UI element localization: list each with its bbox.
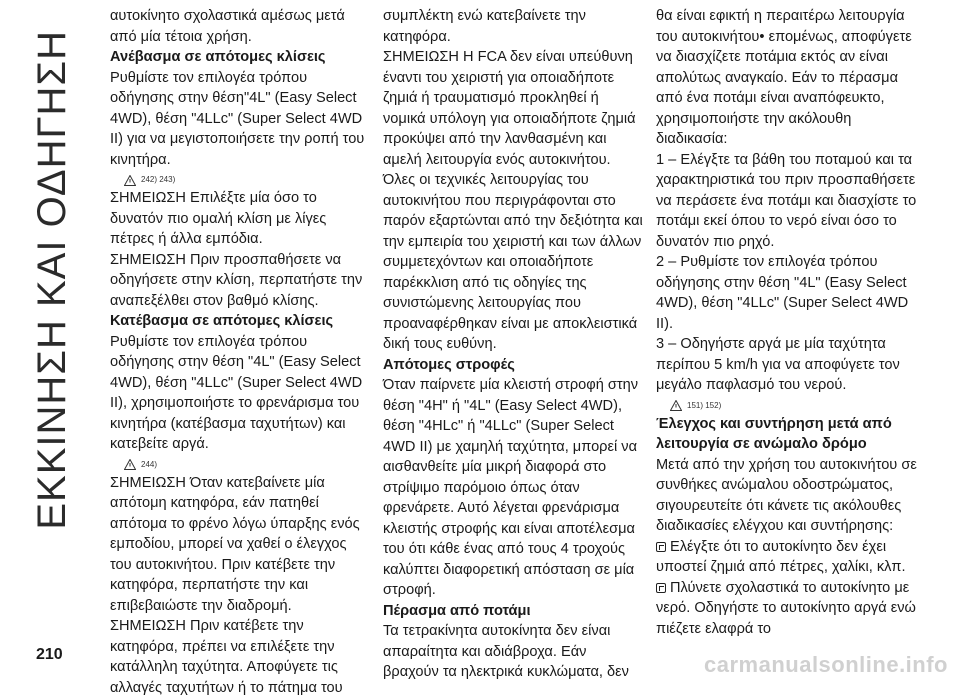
step-paragraph: 1 – Ελέγξτε τα βάθη του ποταμού και τα χαρακτηριστικά του πριν προσπαθήσετε να περάσετε ένα ποτάμι και διασχίστε το ποτάμι εκεί όπου το νερό είναι όσο το δυνατόν πιο ρηχό.: [656, 151, 917, 250]
section-heading: Ανέβασμα σε απότομες κλίσεις: [110, 49, 326, 65]
chapter-title-text: ΕΚΚΙΝΗΣΗ ΚΑΙ ΟΔΗΓΗΣΗ: [30, 30, 74, 530]
column-3: [656, 6, 918, 639]
page-number: 210: [36, 646, 63, 663]
list-item-text: Πλύνετε σχολαστικά το αυτοκίνητο με νερό. Οδηγήστε το αυτοκίνητο αργά ενώ πιέζετε ελαφρά το: [656, 579, 916, 637]
check-bullet-icon: [656, 542, 666, 552]
paragraph: αυτοκίνητο σχολαστικά αμέσως μετά από μία τέτοια χρήση.: [110, 8, 345, 45]
warning-references: [124, 459, 372, 471]
note-paragraph: ΣΗΜΕΙΩΣΗ Η FCA δεν είναι υπεύθυνη έναντι του χειριστή για οποιαδήποτε ζημιά ή τραυματισμό προκληθεί ή νομικά υπόλογη για οποιαδήποτε ζημιά προκύψει από την λανθασμένη και αμελή λειτουργία ενός αυτοκινήτου. Όλες οι τεχνικές λειτουργίας του αυτοκινήτου που περιγράφονται στο παρόν εξαρτώνται από την δεξιότητα και την εμπειρία του χειριστή και των άλλων συμμετεχόντων και οποιαδήποτε παρέκκλιση από τις οδηγίες της συνιστώμενης λειτουργίας που προαναφέρθηκαν είναι με αποκλειστικά δική τους ευθύνη.: [383, 49, 643, 352]
paragraph: συμπλέκτη ενώ κατεβαίνετε την κατηφόρα.: [383, 8, 586, 45]
reference-numbers: 151) 152): [687, 400, 722, 410]
note-paragraph: ΣΗΜΕΙΩΣΗ Πριν προσπαθήσετε να οδηγήσετε στην κλίση, περπατήστε την αναπεξέλθει στον βαθμό κλίσης.: [110, 251, 363, 309]
warning-triangle-icon: [670, 400, 682, 411]
reference-numbers: 244): [141, 459, 158, 469]
list-item: [656, 537, 918, 578]
note-paragraph: ΣΗΜΕΙΩΣΗ Πριν κατέβετε την κατηφόρα, πρέπει να επιλέξετε την κατάλληλη ταχύτητα. Αποφύγετε τις αλλαγές ταχυτήτων ή το πάτημα του: [110, 618, 343, 696]
reference-numbers: 242) 243): [141, 175, 176, 184]
paragraph: Ρυθμίστε τον επιλογέα τρόπου οδήγησης στην θέση "4L" (Easy Select 4WD), θέση "4LLc" (Super Select 4WD II), χρησιμοποιήστε το φρενάρισμα του κινητήρα (κατέβασμα ταχυτήτων) και κατεβείτε αργά.: [110, 333, 363, 452]
warning-triangle-icon: [124, 459, 136, 470]
section-heading: Απότομες στροφές: [383, 356, 515, 373]
column-1: [110, 6, 372, 698]
paragraph: Ρυθμίστε τον επιλογέα τρόπου οδήγησης στην θέση"4L" (Easy Select 4WD), θέση "4LLc" (Super Select 4WD II) για να μεγιστοποιήσετε την ροπή του κινητήρα.: [110, 69, 365, 168]
list-item: [656, 578, 918, 640]
paragraph: Μετά από την χρήση του αυτοκινήτου σε συνθήκες ανώμαλου οδοστρώματος, σιγουρευτείτε ότι κάνετε τις ακόλουθες διαδικασίες ελέγχου και συντήρησης:: [656, 456, 917, 534]
check-bullet-icon: [656, 583, 666, 593]
warning-triangle-icon: [124, 175, 136, 186]
paragraph: θα είναι εφικτή η περαιτέρω λειτουργία του αυτοκινήτου• επομένως, αποφύγετε να διασχίζετε ποτάμια εκτός αν είναι απολύτως αναγκαίο. Εάν το πέρασμα από ένα ποτάμι είναι αναπόφευκτο, χρησιμοποιήστε την ακόλουθη διαδικασία:: [656, 8, 912, 147]
section-heading: Έλεγχος και συντήρηση μετά από λειτουργία σε ανώμαλο δρόμο: [656, 415, 892, 452]
note-paragraph: ΣΗΜΕΙΩΣΗ Όταν κατεβαίνετε μία απότομη κατηφόρα, εάν πατηθεί απότομα το φρένο λόγω ύπαρξης ενός εμποδίου, μπορεί να χαθεί ο έλεγχος του αυτοκινήτου. Πριν κατέβετε την κατηφόρα, περπατήστε την και επιβεβαιώστε την διαδρομή.: [110, 474, 360, 614]
section-heading: Πέρασμα από ποτάμι: [383, 602, 531, 619]
column-2: [383, 6, 645, 683]
watermark: carmanualsonline.info: [704, 652, 948, 677]
list-item-text: Ελέγξτε ότι το αυτοκίνητο δεν έχει υποστεί ζημιά από πέτρες, χαλίκι, κλπ.: [656, 538, 906, 575]
note-paragraph: ΣΗΜΕΙΩΣΗ Επιλέξτε μία όσο το δυνατόν πιο ομαλή κλίση με λίγες πέτρες ή άλλα εμπόδια.: [110, 190, 327, 247]
step-paragraph: 2 – Ρυθμίστε τον επιλογέα τρόπου οδήγησης στην θέση "4L" (Easy Select 4WD), θέση "4LLc" (Super Select 4WD II).: [656, 254, 909, 332]
paragraph: Τα τετρακίνητα αυτοκίνητα δεν είναι απαραίτητα και αδιάβροχα. Εάν βραχούν τα ηλεκτρικά κυκλώματα, δεν: [383, 623, 629, 680]
section-heading: Κατέβασμα σε απότομες κλίσεις: [110, 313, 334, 329]
paragraph: Όταν παίρνετε μία κλειστή στροφή στην θέση "4H" ή "4L" (Easy Select 4WD), θέση "4HLc" ή "4LLc" (Super Select 4WD II) με χαμηλή ταχύτητα, μπορεί να αισθανθείτε μία μικρή διαφορά στο στρίψιμο παρόμοιο όπως όταν φρενάρετε. Αυτό λέγεται φρενάρισμα κλειστής στροφής και είναι αποτέλεσμα του ότι κάθε ένας από τους 4 τροχούς καλύπτει διαφορετική απόσταση σε μία στροφή.: [383, 377, 639, 598]
chapter-title-vertical: [22, 30, 82, 630]
warning-references: [124, 174, 372, 186]
step-paragraph: 3 – Οδηγήστε αργά με μία ταχύτητα περίπου 5 km/h για να αποφύγετε τον μεγάλο παφλασμό του νερού.: [656, 336, 900, 393]
warning-references: [670, 400, 918, 412]
